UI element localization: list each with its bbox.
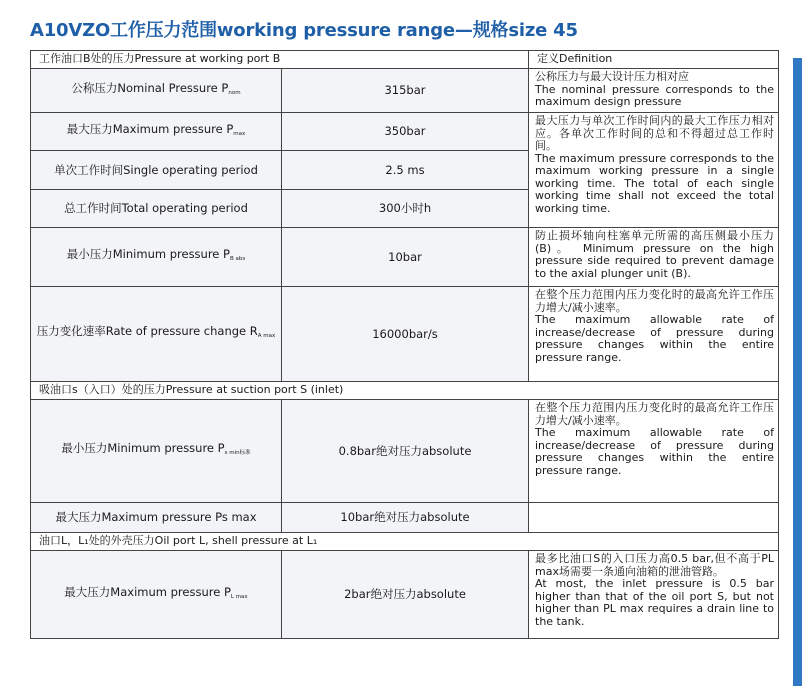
page-title: A10VZO工作压力范围working pressure range—规格size 45	[30, 20, 578, 41]
definition-cell: 在整个压力范围内压力变化时的最高允许工作压力增大/减小速率。 The maximum allowable rate of increase/decrease of pressure during pressure changes within the entire pressure range.	[529, 287, 779, 382]
param-label: 公称压力Nominal Pressure P	[71, 80, 229, 95]
param-label: 最小压力Minimum pressure P	[66, 247, 230, 262]
param-value: 350bar	[282, 113, 529, 151]
param-value: 16000bar/s	[282, 287, 529, 382]
param-value: 2bar绝对压力absolute	[282, 551, 529, 639]
pressure-range-table	[30, 50, 779, 639]
param-value: 0.8bar绝对压力absolute	[282, 400, 529, 503]
table-row: 最大压力Maximum pressure $P_{L max}$ 2bar绝对压力absolute 最多比油口S的入口压力高0.5 bar,但不高于PL max场需要一条通向油箱的泄油管路。 At most, the inlet pressure is 0.5 bar higher than that of the oil port S, but not higher than PL max requires a drain line to the tank.	[31, 551, 779, 639]
table-row: 最小压力Minimum pressure $P_{s min标准}$ 0.8bar绝对压力absolute 在整个压力范围内压力变化时的最高允许工作压力增大/减小速率。 The maximum allowable rate of increase/decrease of pressure during pressure changes within the entire pressure range.	[31, 400, 779, 503]
param-value: 10bar绝对压力absolute	[282, 503, 529, 533]
definition-cell: 在整个压力范围内压力变化时的最高允许工作压力增大/减小速率。 The maximum allowable rate of increase/decrease of pressure during pressure changes within the entire pressure range.	[529, 400, 779, 503]
definition-cell	[529, 503, 779, 533]
param-value: 2.5 ms	[282, 151, 529, 190]
table-row: 公称压力Nominal Pressure $P_{nom}$ 315bar 公称压力与最大设计压力相对应 The nominal pressure corresponds to the maximum design pressure	[31, 69, 779, 113]
table-row: 最大压力Maximum pressure $P_{max}$ 350bar 最大压力与单次工作时间内的最大工作压力相对应。各单次工作时间的总和不得超过总工作时间。 The maximum pressure corresponds to the maximum working pressure in a single working time. The total of each single working time shall not exceed the total working time.	[31, 113, 779, 151]
param-value: 300小时h	[282, 190, 529, 228]
param-label: 总工作时间Total operating period	[31, 190, 282, 228]
section-title-port-b: 工作油口B处的压力Pressure at working port B	[31, 51, 529, 69]
section-header-port-b	[31, 51, 779, 69]
section-header-port-s	[31, 382, 779, 400]
table-row	[31, 503, 779, 533]
param-label: 最小压力Minimum pressure P	[61, 441, 225, 456]
param-label: 压力变化速率Rate of pressure change R	[36, 324, 258, 339]
section-title-port-s: 吸油口s（入口）处的压力Pressure at suction port S (inlet)	[31, 382, 779, 400]
side-accent-strip	[793, 58, 802, 686]
table-row: 最小压力Minimum pressure $P_{B abs}$ 10bar 防止损坏轴向柱塞单元所需的高压侧最小压力 (B)。 Minimum pressure on the high pressure side required to prevent damage to the axial plunger unit (B).	[31, 228, 779, 287]
definition-cell: 最多比油口S的入口压力高0.5 bar,但不高于PL max场需要一条通向油箱的泄油管路。 At most, the inlet pressure is 0.5 bar higher than that of the oil port S, but not higher than PL max requires a drain line to the tank.	[529, 551, 779, 639]
param-label: 最大压力Maximum pressure P	[64, 584, 231, 599]
section-header-port-l	[31, 533, 779, 551]
definition-cell: 防止损坏轴向柱塞单元所需的高压侧最小压力 (B)。 Minimum pressure on the high pressure side required to prevent damage to the axial plunger unit (B).	[529, 228, 779, 287]
param-label: 最大压力Maximum pressure Ps max	[31, 503, 282, 533]
definition-header: 定义Definition	[529, 51, 779, 69]
param-label: 单次工作时间Single operating period	[31, 151, 282, 190]
definition-cell: 公称压力与最大设计压力相对应 The nominal pressure corresponds to the maximum design pressure	[529, 69, 779, 113]
param-value: 315bar	[282, 69, 529, 113]
table-row: 压力变化速率Rate of pressure change $R_{A max}$ 16000bar/s 在整个压力范围内压力变化时的最高允许工作压力增大/减小速率。 The maximum allowable rate of increase/decrease of pressure during pressure changes within the entire pressure range.	[31, 287, 779, 382]
definition-cell: 最大压力与单次工作时间内的最大工作压力相对应。各单次工作时间的总和不得超过总工作时间。 The maximum pressure corresponds to the maximum working pressure in a single working time. The total of each single working time shall not exceed the total working time.	[529, 113, 779, 228]
param-value: 10bar	[282, 228, 529, 287]
param-label: 最大压力Maximum pressure P	[66, 121, 234, 136]
section-title-port-l: 油口L，L₁处的外壳压力Oil port L, shell pressure at L₁	[31, 533, 779, 551]
